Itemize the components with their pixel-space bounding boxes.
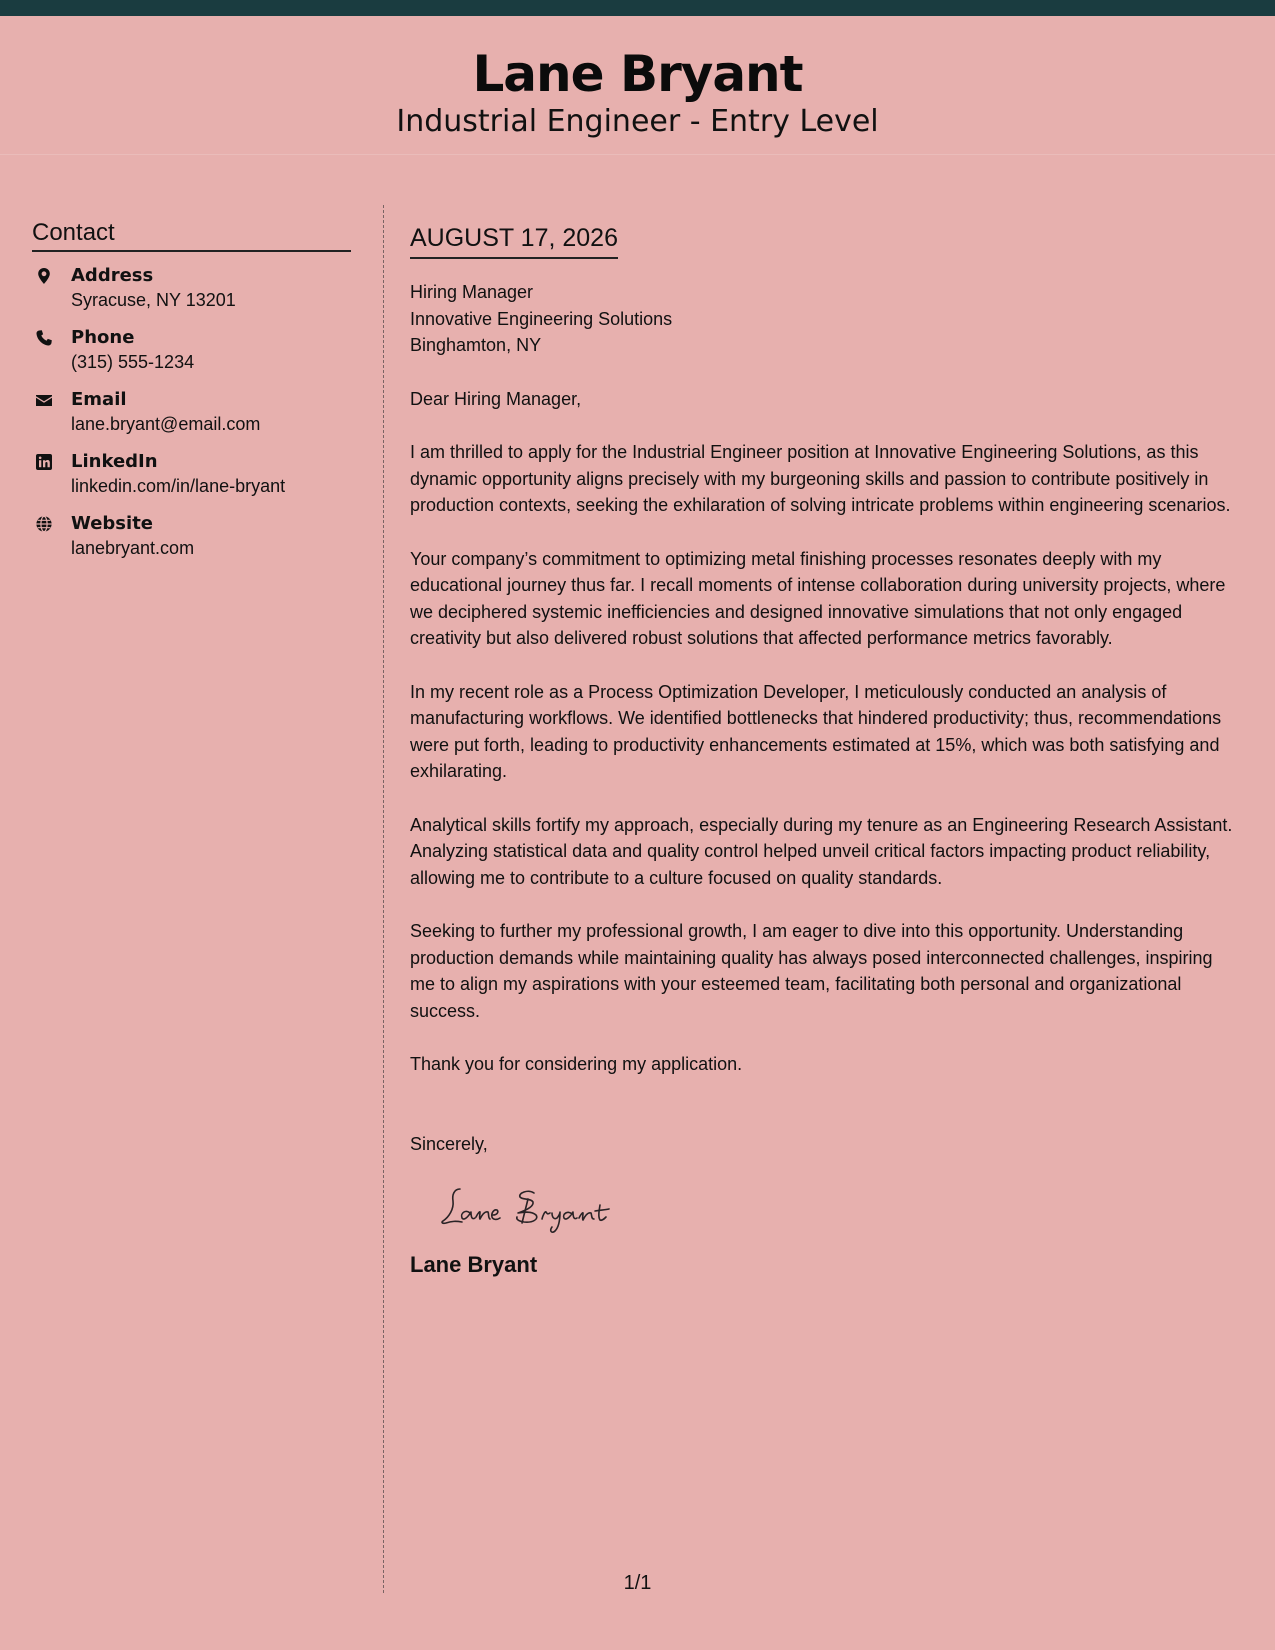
- salutation: Dear Hiring Manager,: [410, 388, 582, 409]
- contact-linkedin: [32, 450, 351, 499]
- phone-icon: [35, 329, 53, 347]
- contact-label: Address: [71, 265, 154, 286]
- contact-phone: [32, 326, 351, 375]
- contact-value: linkedin.com/in/lane-bryant: [71, 476, 286, 496]
- contact-sidebar: [32, 218, 351, 574]
- letter-paragraph: Your company’s commitment to optimizing metal finishing processes resonates deeply with my educational journey thus far. I recall moments of intense collaboration during university projects, where we deciphered systemic inefficiencies and designed innovative simulations that not only engaged creativity but also delivered robust solutions that affected performance metrics favorably.: [410, 548, 1226, 648]
- column-divider: [383, 205, 384, 1593]
- page-header: [0, 16, 1275, 155]
- letter-paragraph: Seeking to further my professional growth, I am eager to dive into this opportunity. Understanding production demands while maintaining quality has always posed interconnected challenges, inspiring me to align my aspirations with your esteemed team, facilitating both personal and organizational success.: [410, 921, 1213, 1021]
- contact-address: [32, 264, 351, 313]
- recipient-company: Innovative Engineering Solutions: [410, 308, 673, 329]
- top-accent-bar: [0, 0, 1275, 16]
- contact-label: Phone: [71, 327, 135, 348]
- applicant-name: Lane Bryant: [472, 45, 803, 103]
- page-number-text: 1/1: [623, 1572, 652, 1594]
- letter-paragraph: Analytical skills fortify my approach, especially during my tenure as an Engineering Research Assistant. Analyzing statistical data and quality control helped unveil critical factors impacting product reliability, allowing me to contribute to a culture focused on quality standards.: [410, 814, 1233, 888]
- location-pin-icon: [35, 267, 53, 285]
- recipient-title: Hiring Manager: [410, 282, 534, 302]
- job-title: Industrial Engineer - Entry Level: [396, 104, 879, 139]
- letter-paragraph: In my recent role as a Process Optimization Developer, I meticulously conducted an analysis of manufacturing workflows. We identified bottlenecks that hindered productivity; thus, recommendations were put forth, leading to productivity enhancements estimated at 15%, which was both satisfying and exhilarating.: [410, 681, 1222, 781]
- contact-label: LinkedIn: [71, 451, 158, 472]
- globe-icon: [35, 515, 53, 533]
- contact-email: [32, 388, 351, 437]
- contact-value: lane.bryant@email.com: [71, 414, 261, 434]
- envelope-icon: [35, 391, 53, 409]
- letter-paragraph: I am thrilled to apply for the Industrial Engineer position at Innovative Engineering Solutions, as this dynamic opportunity aligns precisely with my burgeoning skills and passion to contribute positively in production contexts, seeking the exhilaration of solving intricate problems within engineering scenarios.: [410, 442, 1231, 515]
- recipient-block: [410, 279, 1240, 359]
- handwritten-signature: [438, 1179, 648, 1235]
- letter-paragraph: Thank you for considering my application.: [410, 1054, 743, 1074]
- letter-date: AUGUST 17, 2026: [410, 220, 618, 259]
- contact-label: Website: [71, 513, 154, 534]
- signer-name: Lane Bryant: [410, 1252, 538, 1277]
- contact-label: Email: [71, 389, 127, 410]
- contact-heading: Contact: [32, 218, 351, 252]
- contact-website: [32, 512, 351, 561]
- recipient-location: Binghamton, NY: [410, 335, 542, 355]
- contact-value: (315) 555-1234: [71, 352, 195, 372]
- closing: Sincerely,: [410, 1133, 488, 1154]
- contact-value: lanebryant.com: [71, 538, 195, 558]
- contact-value: Syracuse, NY 13201: [71, 290, 236, 310]
- page-number: [0, 1570, 1275, 1596]
- linkedin-icon: [35, 453, 53, 471]
- letter-body: [410, 220, 1240, 1279]
